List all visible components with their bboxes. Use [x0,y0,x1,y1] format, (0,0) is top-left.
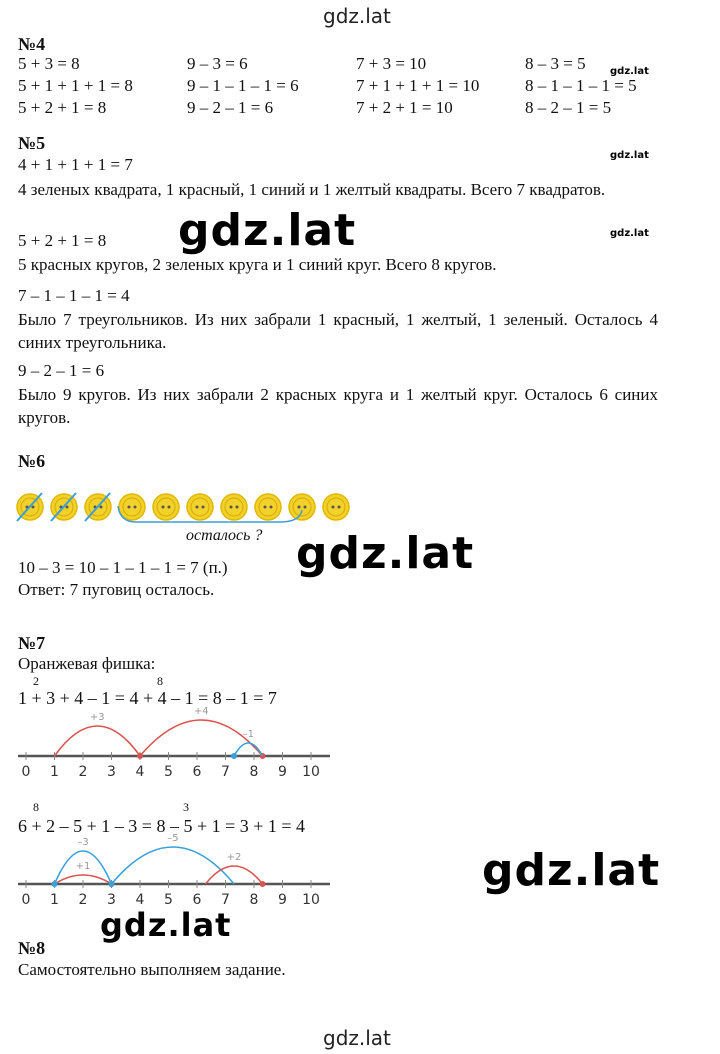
tick-label: 6 [192,892,202,908]
coat-button [85,493,111,521]
tick-label: 1 [50,892,59,908]
superscript: 3 [183,800,189,814]
jump-label: +4 [193,706,209,717]
jump-end [109,881,115,887]
button-hole [304,506,307,509]
tick-label: 6 [192,764,202,780]
tick-label: 7 [221,764,230,780]
tick-label: 3 [107,892,116,908]
coat-button [17,493,43,521]
tick-label: 2 [78,764,88,780]
watermark-big: gdz.lat [100,906,232,944]
button-hole [100,506,103,509]
button-hole [298,506,301,509]
superscript: 2 [33,674,39,688]
task-7-eq1: 1 + 3 + 4 – 1 = 4 + 4 – 1 = 8 – 1 = 7 [18,688,277,708]
task-6-title: №6 [18,451,46,471]
equation: 5 + 3 = 8 [18,54,80,73]
tick-label: 4 [135,892,145,908]
equation: 7 + 1 + 1 + 1 = 10 [356,76,480,95]
tick-label: 10 [302,764,320,780]
coat-button [289,494,315,520]
task-5-text4: Было 9 кругов. Из них забрали 2 красных круга и 1 желтый круг. Осталось 6 синих кругов. [18,385,658,427]
tick-label: 4 [135,764,145,780]
number-line-2 [0,830,340,910]
button-hole [270,506,273,509]
equation: 8 – 2 – 1 = 5 [525,98,612,117]
equation: 9 – 2 – 1 = 6 [187,98,274,117]
equation: 5 + 2 + 1 = 8 [18,98,107,117]
equation: 8 – 3 = 5 [525,54,586,73]
button-hole [338,506,341,509]
task-5-eq4: 9 – 2 – 1 = 6 [18,361,105,380]
task-4-title: №4 [18,34,46,54]
jump-label: –1 [242,729,254,740]
button-hole [264,506,267,509]
coat-button [187,494,213,520]
tick-label: 9 [278,892,287,908]
watermark-big: gdz.lat [482,845,661,896]
equation: 5 + 1 + 1 + 1 = 8 [18,76,133,95]
jump-end [231,753,237,759]
watermark-small: gdz.lat [610,66,649,77]
equation: 9 – 3 = 6 [187,54,248,73]
task-7-subtitle: Оранжевая фишка: [18,654,156,673]
tick-label: 7 [221,892,230,908]
jump-arc [55,726,141,756]
button-hole [168,506,171,509]
jump-label: –3 [77,837,89,848]
tick-label: 9 [278,764,287,780]
task-5-eq3: 7 – 1 – 1 – 1 = 4 [18,286,130,305]
watermark-top: gdz.lat [323,4,391,28]
button-hole [196,506,199,509]
coat-button [119,494,145,520]
equation: 7 + 3 = 10 [356,54,427,73]
coat-button [255,494,281,520]
task-6-caption: осталось ? [186,527,263,544]
tick-label: 2 [78,892,88,908]
task-6-eq: 10 – 3 = 10 – 1 – 1 – 1 = 7 (п.) [18,558,228,577]
jump-label: +2 [226,852,242,863]
task-8-title: №8 [18,938,46,958]
button-hole [134,506,137,509]
watermark-small: gdz.lat [610,228,649,239]
button-hole [230,506,233,509]
tick-label: 1 [50,764,59,780]
number-line-1 [0,700,340,790]
jump-end [260,881,266,887]
button-hole [66,506,69,509]
jump-arc [112,847,235,884]
jump-end [52,881,58,887]
task-8-text: Самостоятельно выполняем задание. [18,960,286,979]
task-5-text3: Было 7 треугольников. Из них забрали 1 красный, 1 желтый, 1 зеленый. Осталось 4 синих треугольника. [18,310,658,352]
jump-label: –5 [167,833,179,844]
tick-label: 3 [107,764,116,780]
task-5-eq1: 4 + 1 + 1 + 1 = 7 [18,155,133,174]
task-6-answer: Ответ: 7 пуговиц осталось. [18,580,215,599]
task-5-text1: 4 зеленых квадрата, 1 красный, 1 синий и 1 желтый квадраты. Всего 7 квадратов. [18,180,606,199]
superscript: 8 [157,674,163,688]
button-hole [32,506,35,509]
tick-label: 8 [249,764,259,780]
equation: 7 + 2 + 1 = 10 [356,98,453,117]
task-5-text2: 5 красных кругов, 2 зеленых круга и 1 синий круг. Всего 8 кругов. [18,255,497,274]
tick-label: 10 [302,892,320,908]
button-hole [332,506,335,509]
coat-button [221,494,247,520]
button-hole [202,506,205,509]
watermark-big: gdz.lat [178,205,357,256]
task-5-eq2: 5 + 2 + 1 = 8 [18,231,107,250]
superscript: 8 [33,800,39,814]
watermark-bottom: gdz.lat [323,1026,391,1050]
tick-label: 5 [164,764,173,780]
button-hole [128,506,131,509]
coat-button [323,494,349,520]
task-7-title: №7 [18,633,46,653]
watermark-big: gdz.lat [296,528,475,579]
tick-label: 0 [21,892,31,908]
equation: 9 – 1 – 1 – 1 = 6 [187,76,299,95]
task-5-title: №5 [18,133,46,153]
coat-button [153,494,179,520]
jump-label: +1 [75,861,91,872]
jump-label: +3 [89,712,105,723]
button-hole [162,506,165,509]
button-hole [236,506,239,509]
tick-label: 5 [164,892,173,908]
tick-label: 8 [249,892,259,908]
task-7-eq2: 6 + 2 – 5 + 1 – 3 = 8 – 5 + 1 = 3 + 1 = 4 [18,816,306,836]
coat-button [51,493,77,521]
tick-label: 0 [21,764,31,780]
jump-arc [234,743,262,756]
equation: 8 – 1 – 1 – 1 = 5 [525,76,637,95]
watermark-small: gdz.lat [610,150,649,161]
